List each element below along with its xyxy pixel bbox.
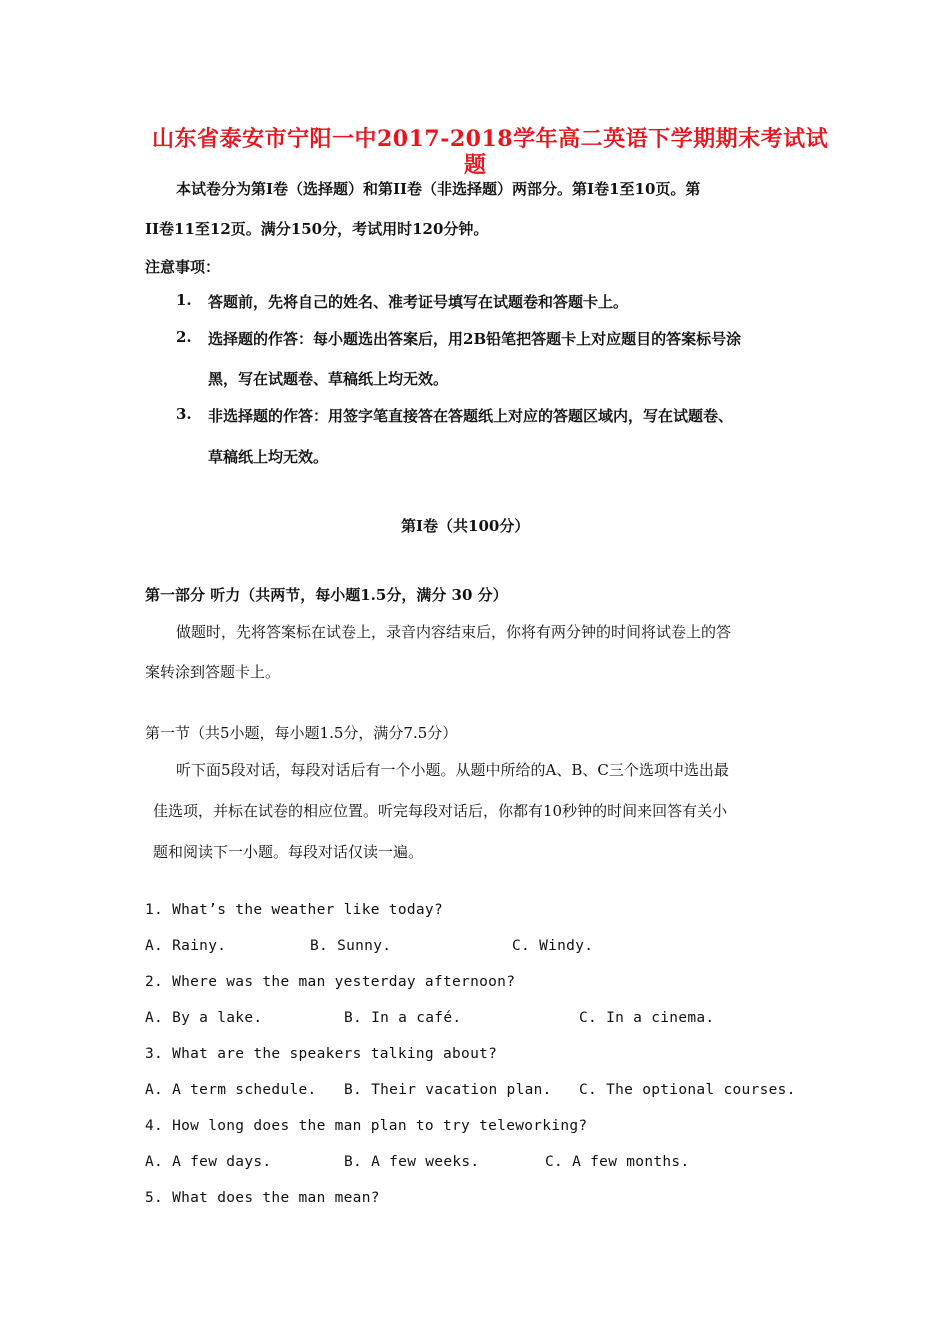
note-3-text-line1: 非选择题的作答：用签字笔直接答在答题纸上对应的答题区域内，写在试题卷、 xyxy=(208,407,734,425)
part1-instructions-line2: 案转涂到答题卡上。 xyxy=(145,663,281,681)
volume-title: 第Ⅰ卷（共100分） xyxy=(401,517,530,535)
question-4: 4. How long does the man plan to try teleworking? xyxy=(145,1118,588,1134)
question-3: 3. What are the speakers talking about? xyxy=(145,1046,498,1062)
question-2-option-c: C. In a cinema. xyxy=(579,1010,715,1026)
notes-heading: 注意事项： xyxy=(145,258,221,276)
note-3-text-line2: 草稿纸上均无效。 xyxy=(208,448,329,466)
question-1-option-a: A. Rainy. xyxy=(145,938,227,954)
question-4-option-c: C. A few months. xyxy=(545,1154,690,1170)
section1-instructions-line2: 佳选项，并标在试卷的相应位置。听完每段对话后，你都有10秒钟的时间来回答有关小 xyxy=(153,802,728,820)
question-2: 2. Where was the man yesterday afternoon? xyxy=(145,974,516,990)
question-4-option-a: A. A few days. xyxy=(145,1154,272,1170)
note-1-number: 1. xyxy=(176,291,192,309)
part1-heading: 第一部分 听力（共两节，每小题1.5分，满分 30 分） xyxy=(145,586,508,604)
question-4-option-b: B. A few weeks. xyxy=(344,1154,480,1170)
section1-heading: 第一节（共5小题，每小题1.5分，满分7.5分） xyxy=(145,724,458,742)
question-3-option-a: A. A term schedule. xyxy=(145,1082,317,1098)
note-2-text-line1: 选择题的作答：每小题选出答案后，用2B铅笔把答题卡上对应题目的答案标号涂 xyxy=(208,330,742,348)
question-2-option-a: A. By a lake. xyxy=(145,1010,263,1026)
section1-instructions-line1: 听下面5段对话，每段对话后有一个小题。从题中所给的A、B、C三个选项中选出最 xyxy=(176,761,729,779)
note-1-text: 答题前，先将自己的姓名、准考证号填写在试题卷和答题卡上。 xyxy=(208,293,629,311)
question-3-option-b: B. Their vacation plan. xyxy=(344,1082,552,1098)
note-2-text-line2: 黑，写在试题卷、草稿纸上均无效。 xyxy=(208,370,449,388)
document-title-line2: 题 xyxy=(464,152,487,178)
part1-instructions-line1: 做题时，先将答案标在试卷上，录音内容结束后，你将有两分钟的时间将试卷上的答 xyxy=(176,623,732,641)
question-2-option-b: B. In a café. xyxy=(344,1010,462,1026)
document-title-line1: 山东省泰安市宁阳一中2017-2018学年高二英语下学期期末考试试 xyxy=(152,126,829,152)
question-3-option-c: C. The optional courses. xyxy=(579,1082,796,1098)
question-1: 1. What’s the weather like today? xyxy=(145,902,443,918)
note-3-number: 3. xyxy=(176,405,192,423)
intro-line2: II卷11至12页。满分150分，考试用时120分钟。 xyxy=(145,220,489,238)
section1-instructions-line3: 题和阅读下一小题。每段对话仅读一遍。 xyxy=(153,843,424,861)
intro-line1: 本试卷分为第Ⅰ卷（选择题）和第II卷（非选择题）两部分。第Ⅰ卷1至10页。第 xyxy=(176,180,701,198)
question-1-option-b: B. Sunny. xyxy=(310,938,392,954)
note-2-number: 2. xyxy=(176,328,192,346)
question-1-option-c: C. Windy. xyxy=(512,938,594,954)
question-5: 5. What does the man mean? xyxy=(145,1190,380,1206)
